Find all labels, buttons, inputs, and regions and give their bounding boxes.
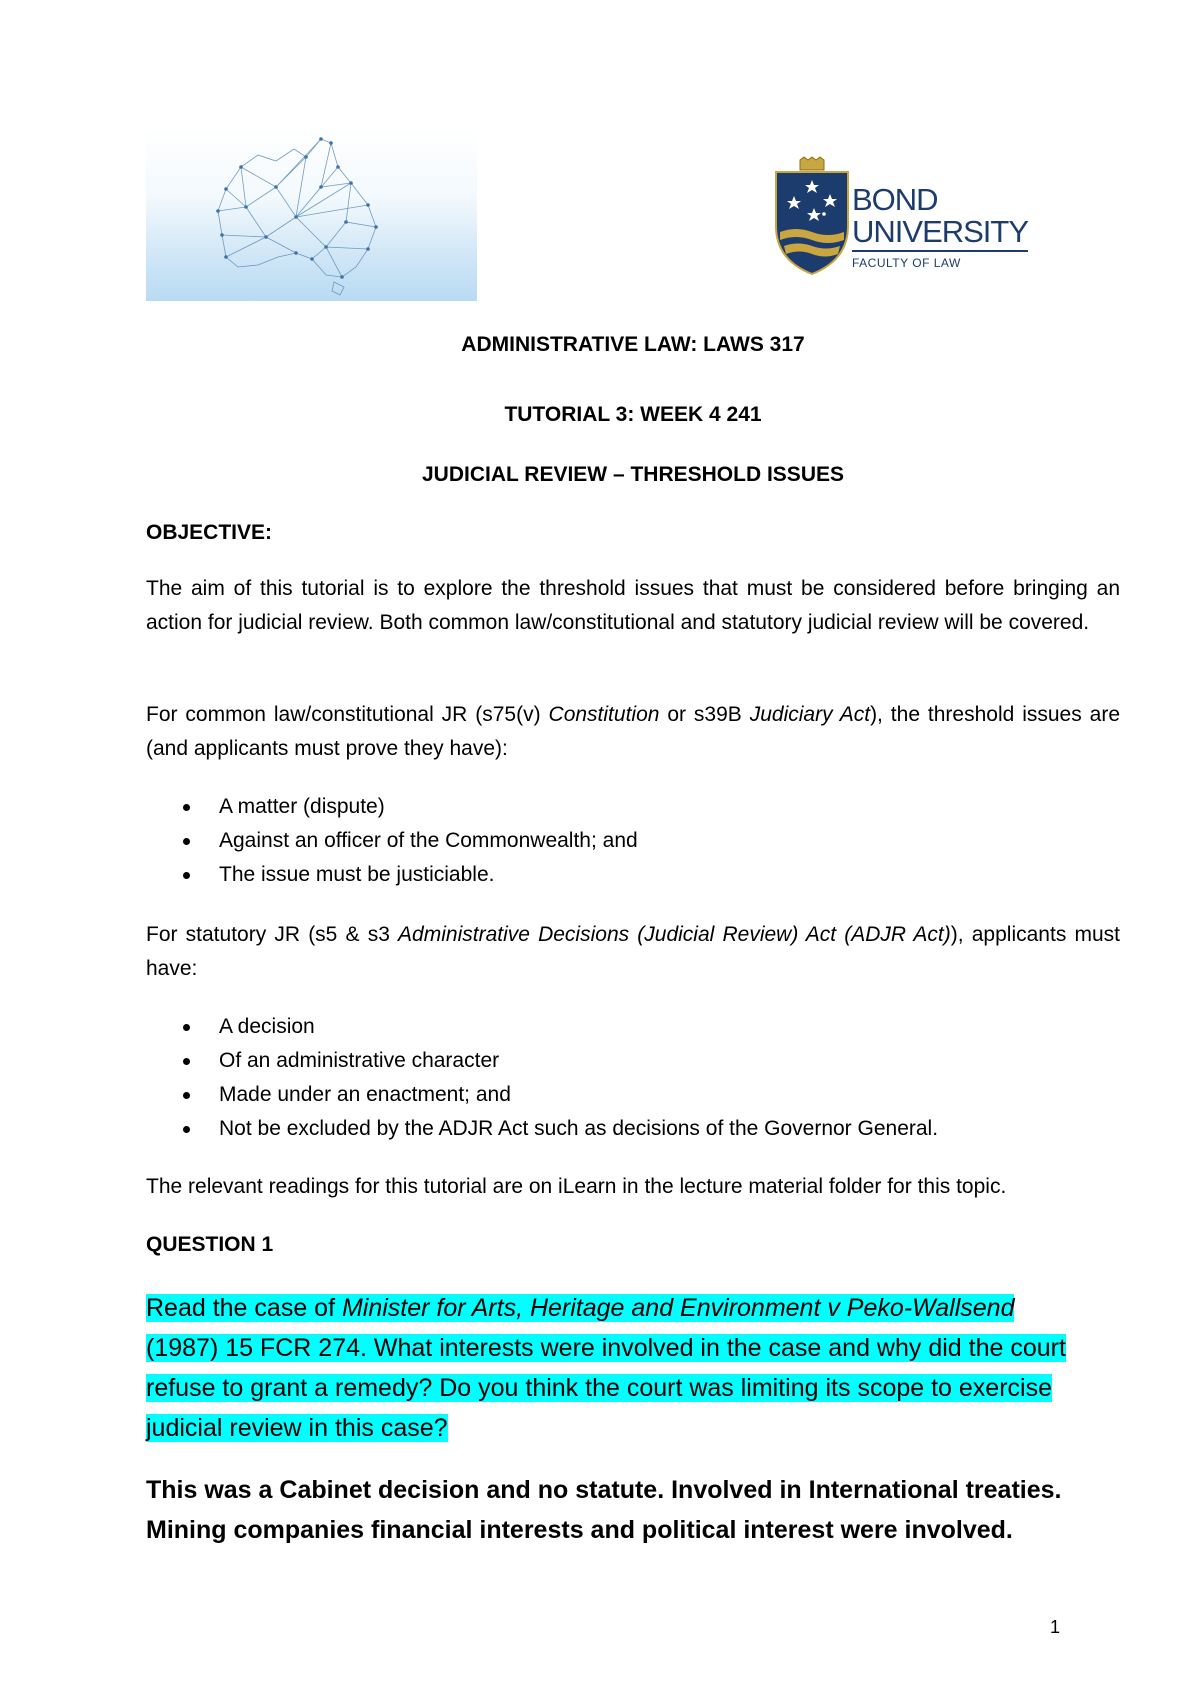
bullet-icon	[183, 872, 190, 879]
question-1-text-c: (1987) 15 FCR 274. What interests were involved in the case and why did the court refuse to grant a remedy? Do you think the court was limiting its scope to exercise judicial review in this case?	[146, 1334, 1066, 1442]
bullet-icon	[183, 1058, 190, 1065]
bullet-icon	[183, 1024, 190, 1031]
document-title: ADMINISTRATIVE LAW: LAWS 317	[461, 333, 805, 356]
common-law-intro	[146, 698, 1120, 766]
list-item-text: Against an officer of the Commonwealth; and	[219, 829, 638, 852]
common-law-intro-e: ), the threshold issues are (and applicants must prove they have):	[146, 703, 1121, 760]
list-item	[146, 1112, 938, 1146]
bullet-icon	[183, 1092, 190, 1099]
answer-1-text: This was a Cabinet decision and no statute. Involved in International treaties. Mining companies financial interests and political interest were involved.	[146, 1476, 1062, 1544]
list-item-text: A decision	[219, 1015, 315, 1038]
list-item	[146, 1010, 938, 1044]
bullet-icon	[183, 804, 190, 811]
objective-paragraph: The aim of this tutorial is to explore the threshold issues that must be considered before bringing an action for judicial review. Both common law/constitutional and statutory judicial review will be covered.	[146, 577, 1120, 634]
list-item	[146, 1044, 938, 1078]
bullet-icon	[183, 838, 190, 845]
common-law-list	[146, 790, 638, 892]
logo-text-university: UNIVERSITY	[852, 214, 1029, 249]
statutory-intro	[146, 918, 1120, 986]
logo-divider	[852, 250, 1028, 252]
common-law-intro-c: or s39B	[659, 703, 750, 726]
question-1-text-a: Read the case of	[146, 1294, 342, 1322]
page-number: 1	[1050, 1617, 1061, 1637]
common-law-intro-a: For common law/constitutional JR (s75(v)	[146, 703, 549, 726]
australia-map-logo	[146, 127, 477, 301]
statutory-intro-c: ), applicants must have:	[146, 923, 1120, 980]
list-item-text: Made under an enactment; and	[219, 1083, 511, 1106]
bond-university-logo	[770, 156, 1030, 276]
common-law-intro-b: Constitution	[548, 703, 660, 726]
list-item-text: Of an administrative character	[219, 1049, 500, 1072]
university-crest-icon	[770, 156, 854, 276]
document-topic: JUDICIAL REVIEW – THRESHOLD ISSUES	[421, 463, 844, 486]
list-item	[146, 824, 638, 858]
statutory-intro-a: For statutory JR (s5 & s3	[146, 923, 399, 946]
statutory-intro-b: Administrative Decisions (Judicial Review) Act (ADJR Act)	[398, 923, 951, 946]
question-1-heading: QUESTION 1	[146, 1233, 274, 1256]
question-1-text	[146, 1288, 1076, 1448]
common-law-intro-d: Judiciary Act	[749, 703, 871, 726]
logo-text-bond: BOND	[852, 182, 938, 217]
logo-text-faculty: FACULTY OF LAW	[852, 256, 961, 270]
objective-heading: OBJECTIVE:	[146, 521, 273, 544]
list-item-text: The issue must be justiciable.	[219, 863, 495, 886]
readings-note: The relevant readings for this tutorial are on iLearn in the lecture material folder for this topic.	[146, 1175, 1007, 1198]
list-item	[146, 1078, 938, 1112]
statutory-list	[146, 1010, 938, 1146]
question-highlight	[146, 1294, 1066, 1442]
bullet-icon	[183, 1126, 190, 1133]
australia-network-map-icon	[146, 127, 477, 301]
list-item	[146, 858, 638, 892]
list-item	[146, 790, 638, 824]
list-item-text: A matter (dispute)	[219, 795, 385, 818]
question-1-case-name: Minister for Arts, Heritage and Environment v Peko-Wallsend	[341, 1294, 1015, 1322]
list-item-text: Not be excluded by the ADJR Act such as decisions of the Governor General.	[219, 1117, 939, 1140]
document-subtitle: TUTORIAL 3: WEEK 4 241	[504, 403, 762, 426]
